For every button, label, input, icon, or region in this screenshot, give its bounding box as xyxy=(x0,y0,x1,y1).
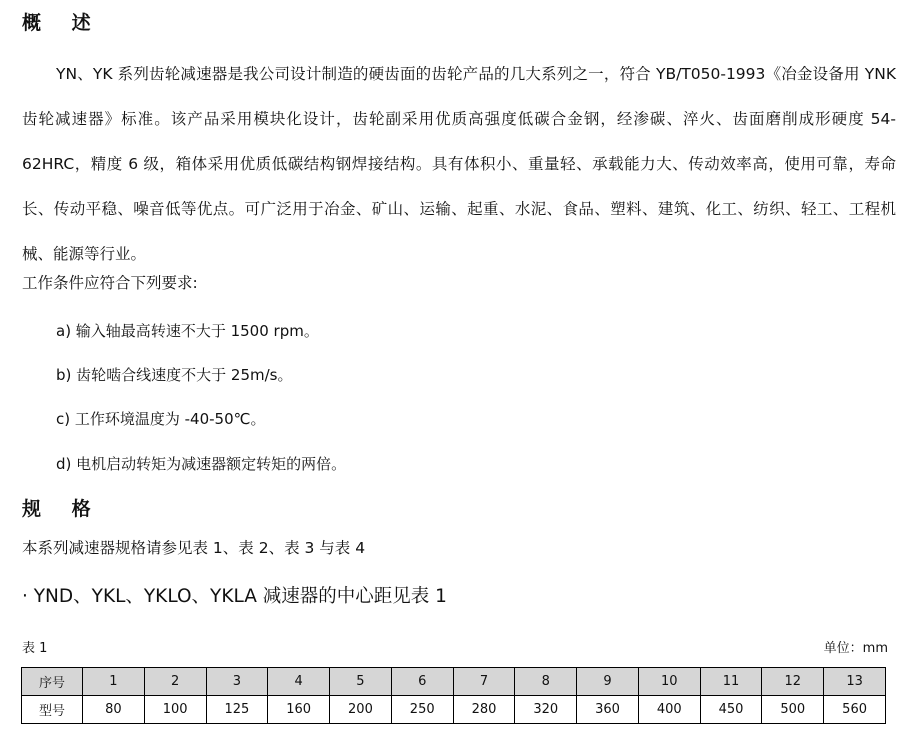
table-cell: 500 xyxy=(762,696,824,724)
table-cell: 12 xyxy=(762,668,824,696)
table-cell: 125 xyxy=(206,696,268,724)
table-row-model xyxy=(22,696,886,724)
table-cell: 9 xyxy=(577,668,639,696)
center-distance-table xyxy=(21,667,886,724)
table-cell: 160 xyxy=(268,696,330,724)
table-row-serial xyxy=(22,668,886,696)
table-cell: 11 xyxy=(700,668,762,696)
table-cell: 13 xyxy=(824,668,886,696)
condition-item-b: b) 齿轮啮合线速度不大于 25m/s。 xyxy=(56,366,293,384)
condition-item-a: a) 输入轴最高转速不大于 1500 rpm。 xyxy=(56,322,319,340)
table-cell: 400 xyxy=(638,696,700,724)
table-cell: 7 xyxy=(453,668,515,696)
table-cell: 80 xyxy=(83,696,145,724)
table-cell: 1 xyxy=(83,668,145,696)
table-cell: 4 xyxy=(268,668,330,696)
table-cell: 8 xyxy=(515,668,577,696)
table-cell: 560 xyxy=(824,696,886,724)
table-cell: 450 xyxy=(700,696,762,724)
table-cell: 10 xyxy=(638,668,700,696)
table-cell: 280 xyxy=(453,696,515,724)
table-unit: 单位：mm xyxy=(823,641,888,656)
table-cell: 3 xyxy=(206,668,268,696)
conditions-intro: 工作条件应符合下列要求: xyxy=(22,274,198,292)
table-cell: 2 xyxy=(144,668,206,696)
table-cell: 250 xyxy=(391,696,453,724)
row-header-model: 型号 xyxy=(22,696,83,724)
table-cell: 200 xyxy=(330,696,392,724)
overview-heading: 概 述 xyxy=(22,12,103,34)
table-cell: 100 xyxy=(144,696,206,724)
overview-paragraph: YN、YK 系列齿轮减速器是我公司设计制造的硬齿面的齿轮产品的几大系列之一，符合 YB/T050-1993《冶金设备用 YNK 齿轮减速器》标准。该产品采用模块化设计，齿轮副采用优质高强度低碳合金钢，经渗碳、淬火、齿面磨削成形硬度 54-62HRC，精度 6 级，箱体采用优质低碳结构钢焊接结构。具有体积小、重量轻、承载能力大、传动效率高，使用可靠，寿命长、传动平稳、噪音低等优点。可广泛用于冶金、矿山、运输、起重、水泥、食品、塑料、建筑、化工、纺织、轻工、工程机械、能源等行业。 xyxy=(22,65,896,263)
table-cell: 360 xyxy=(577,696,639,724)
table-cell: 320 xyxy=(515,696,577,724)
condition-item-c: c) 工作环境温度为 -40-50℃。 xyxy=(56,410,266,428)
spec-heading: 规 格 xyxy=(22,498,103,520)
row-header-serial: 序号 xyxy=(22,668,83,696)
table-caption: 表 1 xyxy=(22,641,48,656)
condition-item-d: d) 电机启动转矩为减速器额定转矩的两倍。 xyxy=(56,455,347,473)
table-cell: 5 xyxy=(330,668,392,696)
spec-intro: 本系列减速器规格请参见表 1、表 2、表 3 与表 4 xyxy=(22,539,366,557)
spec-subheading: · YND、YKL、YKLO、YKLA 减速器的中心距见表 1 xyxy=(22,586,447,607)
table-cell: 6 xyxy=(391,668,453,696)
